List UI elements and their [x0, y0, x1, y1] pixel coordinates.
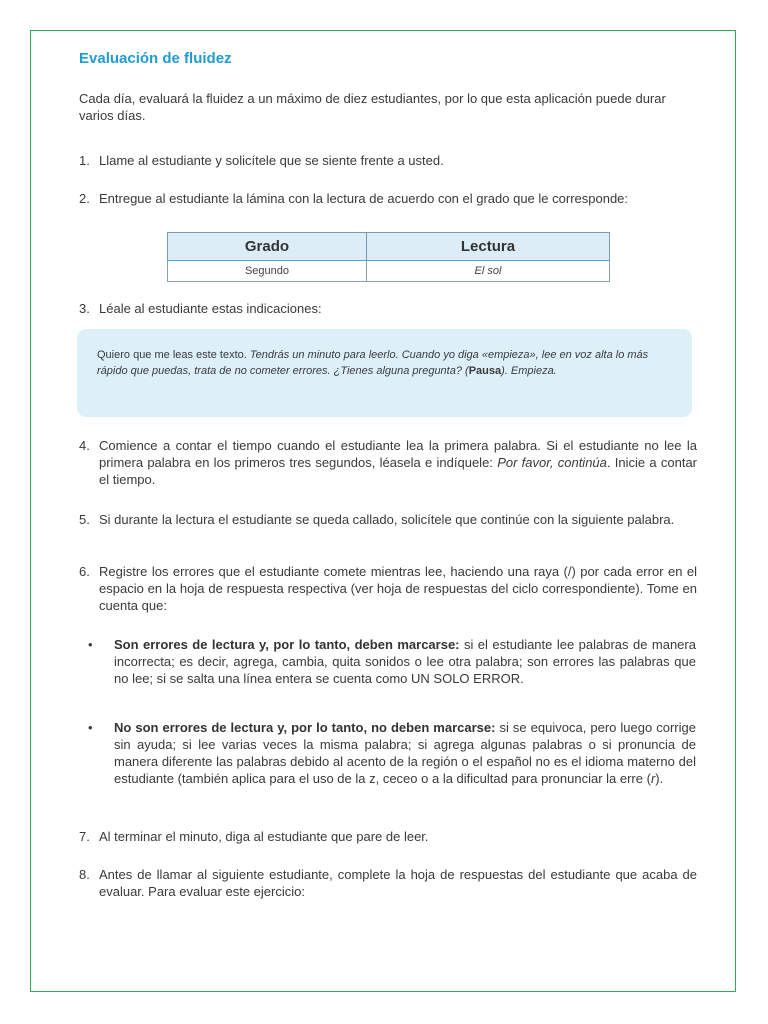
table-row — [168, 261, 610, 282]
bullet-dot: • — [88, 637, 93, 652]
bullet-text — [114, 636, 696, 687]
step-text: Llame al estudiante y solicítele que se siente frente a usted. — [99, 153, 444, 168]
step-number: 2. — [79, 191, 90, 206]
bullet-end: ). — [655, 771, 664, 786]
step-number: 7. — [79, 829, 90, 844]
quote-text — [97, 347, 680, 379]
bullet-bold: Son errores de lectura y, por lo tanto, deben marcarse: — [114, 637, 460, 652]
step-text: Entregue al estudiante la lámina con la lectura de acuerdo con el grado que le corresponde: — [99, 191, 629, 206]
step-text — [99, 437, 697, 488]
step-4 — [79, 437, 697, 488]
step-8 — [79, 866, 697, 900]
grade-reading-table — [167, 232, 610, 282]
step-number: 5. — [79, 512, 90, 527]
step-6 — [79, 563, 697, 614]
bullet-errors — [88, 636, 696, 687]
step-text-italic: Por favor, continúa — [497, 455, 607, 470]
quote-part-1: Quiero que me leas este texto. — [97, 349, 250, 361]
table-cell-grado: Segundo — [168, 261, 367, 282]
step-7 — [79, 828, 697, 845]
step-text-part: Comience a contar el tiempo cuando el estudiante lea la primera palabra. Si el estudiante no lee la primera palabra en los primeros tres segundos, léasela e indíquele: — [99, 438, 697, 470]
step-text: Léale al estudiante estas indicaciones: — [99, 301, 322, 316]
step-2 — [79, 190, 697, 207]
step-3 — [79, 300, 697, 317]
step-number: 3. — [79, 301, 90, 316]
quote-pause: Pausa — [468, 365, 502, 377]
step-1 — [79, 152, 697, 169]
step-text: Si durante la lectura el estudiante se queda callado, solicítele que continúe con la siguiente palabra. — [99, 512, 675, 527]
table-cell-lectura: El sol — [366, 261, 609, 282]
step-number: 6. — [79, 564, 90, 579]
bullet-body: si el estudiante lee palabras de manera incorrecta; es decir, agrega, cambia, quita sonidos o lee otra palabra; son errores las palabras que no lee; si se salta una línea entera se cuenta como UN SOLO ERROR. — [114, 637, 696, 686]
bullet-non-errors — [88, 719, 696, 787]
bullet-dot: • — [88, 720, 93, 735]
instructions-quote-box — [77, 329, 692, 417]
quote-part-2: Tendrás un minuto para leerlo. Cuando yo diga «empieza», lee en voz alta lo más rápido que puedas, trata de no cometer errores. ¿Tienes alguna pregunta? ( — [97, 349, 649, 377]
bullet-bold: No son errores de lectura y, por lo tanto, no deben marcarse: — [114, 720, 496, 735]
bullet-text — [114, 719, 696, 787]
page-title: Evaluación de fluidez — [79, 50, 232, 67]
bullet-italic: r — [650, 771, 656, 786]
table-header-lectura: Lectura — [366, 233, 609, 261]
step-text: Registre los errores que el estudiante comete mientras lee, haciendo una raya (/) por cada error en el espacio en la hoja de respuesta respectiva (ver hoja de respuestas del ciclo correspondiente). Tome en cuenta que: — [99, 564, 697, 613]
quote-part-3: ). Empieza. — [501, 365, 557, 377]
table-header-grado: Grado — [168, 233, 367, 261]
step-text: Al terminar el minuto, diga al estudiante que pare de leer. — [99, 829, 429, 844]
step-text: Antes de llamar al siguiente estudiante, complete la hoja de respuestas del estudiante que acaba de evaluar. Para evaluar este ejercicio: — [99, 867, 697, 899]
step-number: 8. — [79, 867, 90, 882]
step-text-part: . Inicie a contar el tiempo. — [99, 455, 698, 487]
step-5 — [79, 511, 697, 528]
table-header-row — [168, 233, 610, 261]
intro-paragraph: Cada día, evaluará la fluidez a un máximo de diez estudiantes, por lo que esta aplicación puede durar varios días. — [79, 91, 666, 123]
bullet-body: si se equivoca, pero luego corrige sin ayuda; si lee varias veces la misma palabra; si agrega algunas palabras o si pronuncia de manera diferente las palabras debido al acento de la región o el español no es el idioma materno del estudiante (también aplica para el uso de la z, ceceo o a la dificultad para pronunciar la erre ( — [114, 720, 696, 786]
step-number: 4. — [79, 438, 90, 453]
step-number: 1. — [79, 153, 90, 168]
